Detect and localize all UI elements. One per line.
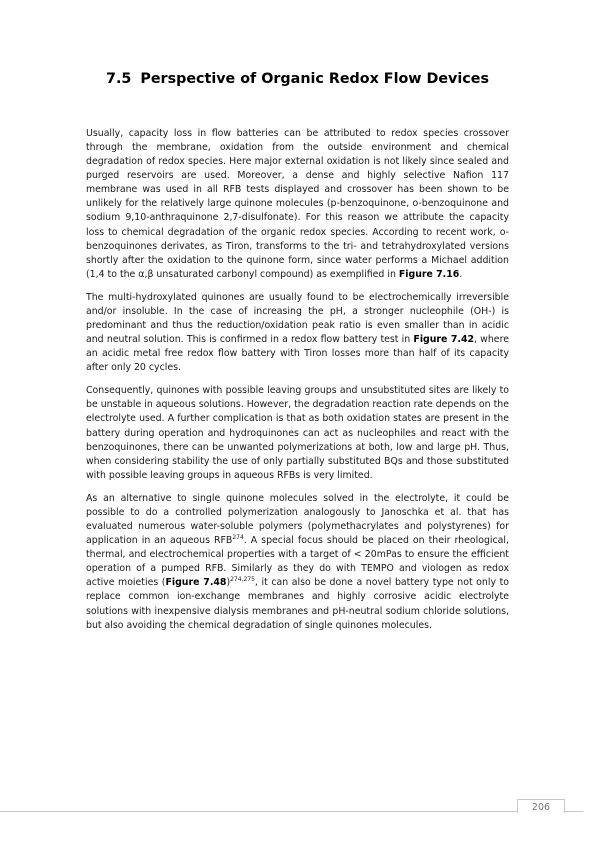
paragraph-text: . bbox=[459, 268, 463, 280]
citation-superscript: 274 bbox=[232, 534, 244, 542]
paragraph-text: ) bbox=[226, 577, 231, 589]
paragraph-text: As an alternative to single quinone molecules solved in the electrolyte, it could be possible to do a controlled polymerization analogously to Janoschka et al. that has evaluated numerous water-soluble polymers (polymethacrylates and polystyrenes) for application in an aqueous RFB bbox=[86, 492, 509, 547]
paragraph-text: The multi-hydroxylated quinones are usually found to be electrochemically irreversible and/or insoluble. In the case of increasing the pH, a stronger nucleophile (OH-) is predominant and thus the reduction/oxidation peak ratio is even smaller than in acidic and neutral solution. This is confirmed in a redox flow battery test in bbox=[86, 291, 509, 346]
page-number-box bbox=[517, 799, 565, 813]
paragraph-text: , it can also be done a novel battery type not only to replace common ion-exchange membranes and highly corrosive acidic electrolyte solutions with inexpensive dialysis membranes and pH-neutral sodium chloride solutions, but also avoiding the chemical degradation of single quinones molecules. bbox=[86, 577, 509, 631]
paragraph bbox=[86, 127, 509, 282]
figure-reference: Figure 7.48 bbox=[165, 577, 227, 589]
paragraph bbox=[86, 384, 509, 483]
paragraph bbox=[86, 291, 509, 375]
paragraph-text: Consequently, quinones with possible leaving groups and unsubstituted sites are likely to be unstable in aqueous solutions. However, the degradation reaction rate depends on the electrolyte used. A further complication is that as both oxidation states are present in the battery during operation and hydroquinones can act as nucleophiles and react with the benzoquinones, there can be unwanted polymerizations at both, low and large pH. Thus, when considering stability the use of only partially substituted BQs and those substituted with possible leaving groups in aqueous RFBs is very limited. bbox=[86, 385, 509, 481]
body-text bbox=[86, 127, 509, 642]
section-number: 7.5 bbox=[106, 71, 132, 87]
paragraph-text: . A special focus should be placed on their rheological, thermal, and electrochemical properties with a target of < 20mPas to ensure the efficient operation of a pumped RFB. Similarly as they do with TEMPO and viologen as redox active moieties ( bbox=[86, 535, 509, 589]
figure-reference: Figure 7.42 bbox=[413, 334, 475, 346]
paragraph-text: Usually, capacity loss in flow batteries can be attributed to redox species crossover through the membrane, oxidation from the outside environment and chemical degradation of redox species. Here major external oxidation is not likely since sealed and purged reservoirs are used. Moreover, a dense and highly selective Nafion 117 membrane was used in all RFB tests displayed and crossover has been shown to be unlikely for the relatively large quinone molecules (p-benzoquinone, o-benzoquinone and sodium 9,10-anthraquinone 2,7-disulfonate). For this reason we attribute the capacity loss to chemical degradation of the organic redox species. According to recent work, o-benzoquinones derivates, as Tiron, transforms to the tri- and tetrahydroxylated versions shortly after the oxidation to the quinone form, since water performs a Michael addition (1,4 to the α,β unsaturated carbonyl compound) as exemplified in bbox=[86, 128, 509, 280]
footer-rule bbox=[0, 811, 583, 812]
figure-reference: Figure 7.16 bbox=[398, 268, 460, 280]
page-number: 206 bbox=[531, 802, 551, 813]
citation-superscript: 274,275 bbox=[230, 576, 255, 584]
paragraph bbox=[86, 492, 509, 633]
section-heading bbox=[86, 71, 509, 88]
section-title: Perspective of Organic Redox Flow Devices bbox=[140, 71, 489, 87]
paragraph-text: , where an acidic metal free redox flow battery with Tiron losses more than half of its capacity after only 20 cycles. bbox=[86, 334, 509, 374]
